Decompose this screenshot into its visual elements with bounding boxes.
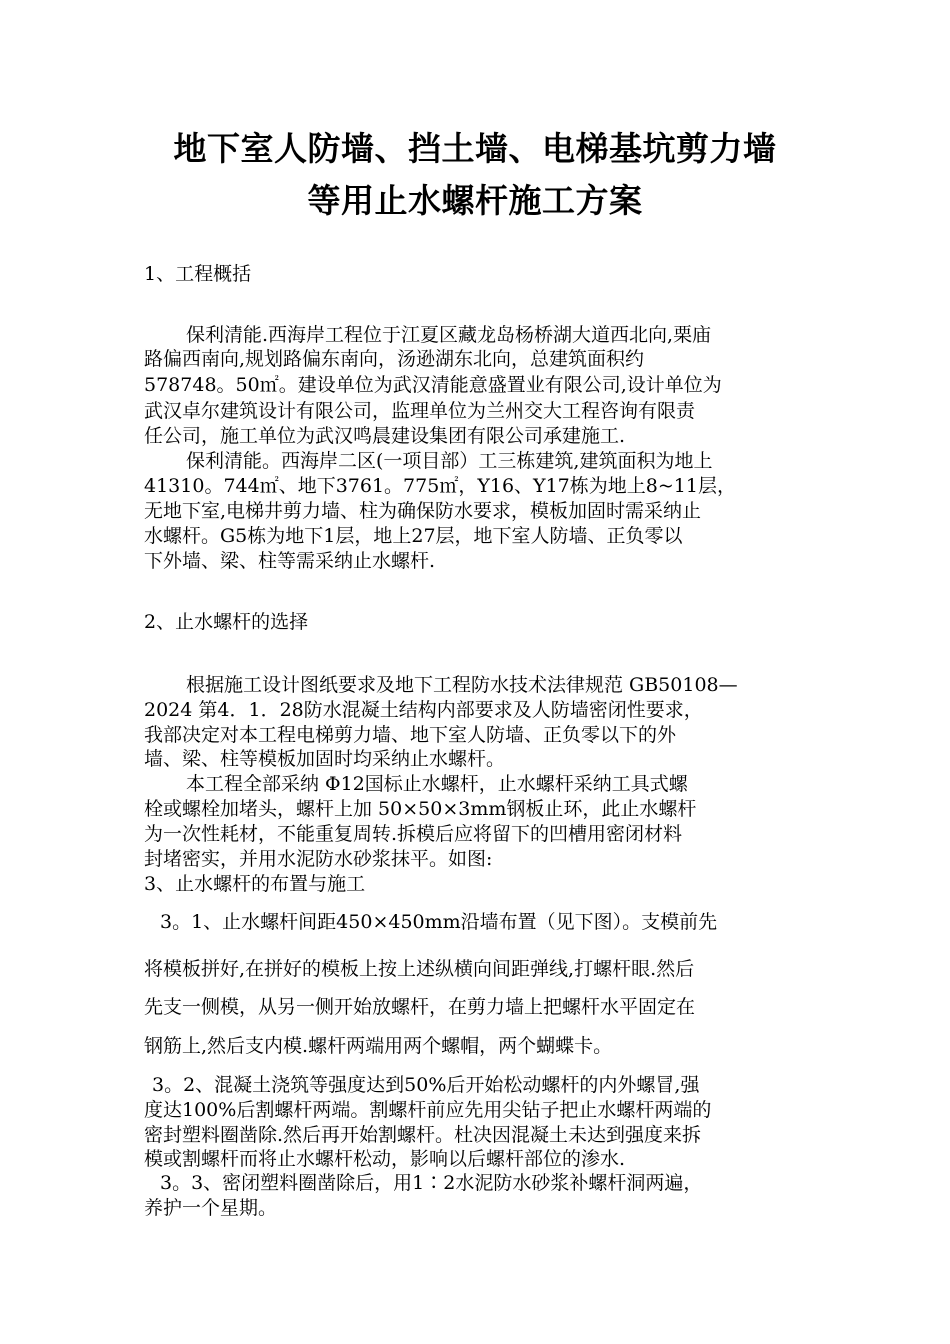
section-1-line: 任公司，施工单位为武汉鸣晨建设集团有限公司承建施工.: [144, 425, 626, 447]
section-1-line: 无地下室,电梯井剪力墙、柱为确保防水要求，模板加固时需采纳止: [144, 500, 702, 522]
section-1-line: 下外墙、梁、柱等需采纳止水螺杆.: [144, 550, 436, 572]
section-1-line: 水螺杆。G5栋为地下1层，地上27层，地下室人防墙、正负零以: [144, 525, 683, 547]
section-3-3-line: 养护一个星期。: [144, 1197, 278, 1219]
section-1-line: 路偏西南向,规划路偏东南向，汤逊湖东北向，总建筑面积约: [144, 348, 645, 370]
document-title-line-1: 地下室人防墙、挡土墙、电梯基坑剪力墙: [173, 129, 777, 168]
section-1-line: 武汉卓尔建筑设计有限公司，监理单位为兰州交大工程咨询有限责: [144, 400, 696, 422]
section-2-heading: 2、止水螺杆的选择: [144, 611, 309, 633]
section-3-1-line: 将模板拼好,在拼好的模板上按上述纵横向间距弹线,打螺杆眼.然后: [144, 958, 695, 980]
section-3-2-line: 3。2、混凝土浇筑等强度达到50%后开始松动螺杆的内外螺冒,强: [152, 1074, 700, 1096]
section-3-2-line: 度达100%后割螺杆两端。割螺杆前应先用尖钻子把止水螺杆两端的: [144, 1099, 712, 1121]
section-1-line: 578748。50㎡。建设单位为武汉清能意盛置业有限公司,设计单位为: [144, 374, 722, 396]
section-1-line: 41310。744㎡、地下3761。775㎡，Y16、Y17栋为地上8~11层，: [144, 475, 736, 497]
section-3-1-line: 钢筋上,然后支内模.螺杆两端用两个螺帽，两个蝴蝶卡。: [144, 1035, 613, 1057]
section-1-heading: 1、工程概括: [144, 263, 252, 285]
section-3-2-line: 模或割螺杆而将止水螺杆松动，影响以后螺杆部位的渗水.: [144, 1148, 626, 1170]
document-title-line-2: 等用止水螺杆施工方案: [307, 181, 643, 220]
section-2-line: 为一次性耗材，不能重复周转.拆模后应将留下的凹槽用密闭材料: [144, 823, 683, 845]
section-3-heading: 3、止水螺杆的布置与施工: [144, 873, 366, 895]
section-2-line: 本工程全部采纳 Φ12国标止水螺杆，止水螺杆采纳工具式螺: [186, 773, 688, 795]
section-2-line: 墙、梁、柱等模板加固时均采纳止水螺杆。: [144, 748, 506, 770]
section-3-1-line: 3。1、止水螺杆间距450×450mm沿墙布置（见下图）。支模前先: [160, 911, 718, 933]
section-2-line: 根据施工设计图纸要求及地下工程防水技术法律规范 GB50108—: [186, 674, 738, 696]
section-3-1-line: 先支一侧模，从另一侧开始放螺杆，在剪力墙上把螺杆水平固定在: [144, 996, 696, 1018]
section-1-line: 保利清能。西海岸二区(一项目部）工三栋建筑,建筑面积为地上: [186, 450, 713, 472]
section-2-line: 我部决定对本工程电梯剪力墙、地下室人防墙、正负零以下的外: [144, 724, 677, 746]
section-2-line: 封堵密实，并用水泥防水砂浆抹平。如图:: [144, 848, 493, 870]
section-3-2-line: 密封塑料圈凿除.然后再开始割螺杆。杜决因混凝土未达到强度来拆: [144, 1124, 702, 1146]
section-2-line: 栓或螺栓加堵头，螺杆上加 50×50×3mm钢板止环，此止水螺杆: [144, 798, 697, 820]
section-1-line: 保利清能.西海岸工程位于江夏区藏龙岛杨桥湖大道西北向,栗庙: [186, 324, 712, 346]
section-2-line: 2024 第4．1．28防水混凝土结构内部要求及人防墙密闭性要求，: [144, 699, 703, 721]
section-3-3-line: 3。3、密闭塑料圈凿除后，用1∶2水泥防水砂浆补螺杆洞两遍，: [160, 1172, 703, 1194]
